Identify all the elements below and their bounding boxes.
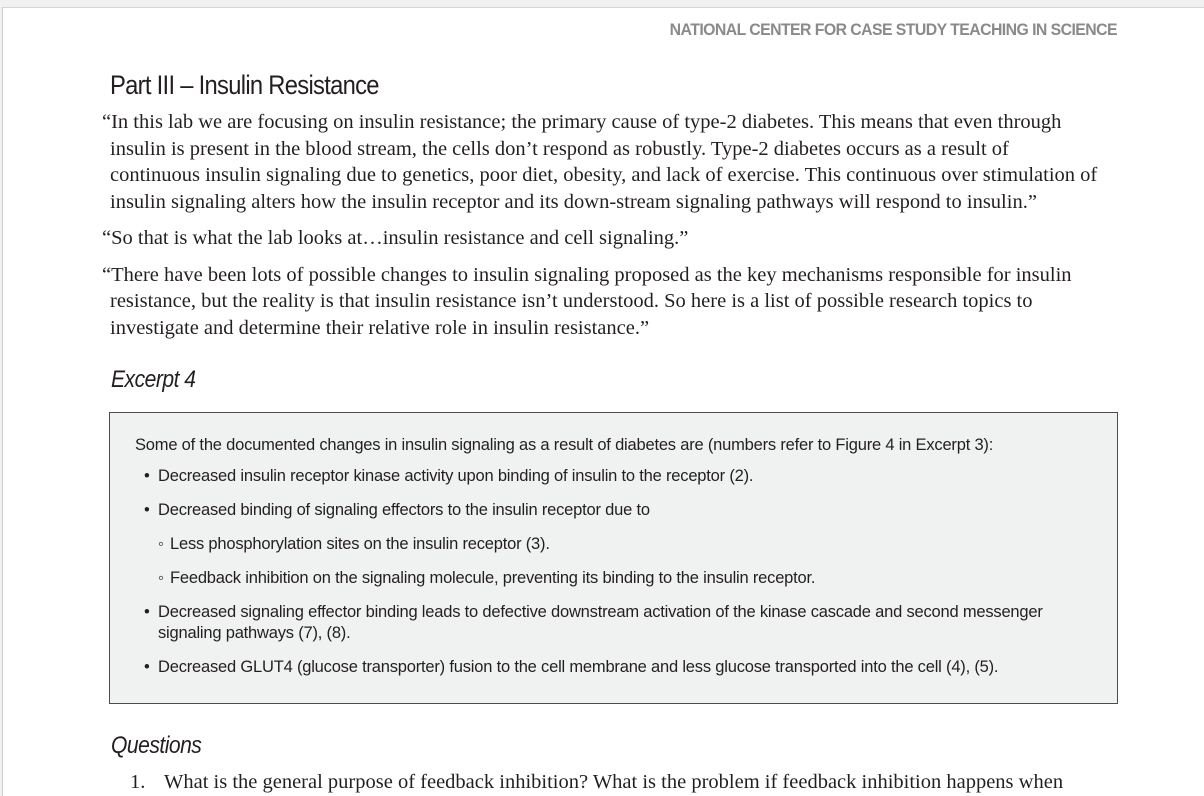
questions-title: Questions (111, 732, 202, 759)
sub-list-item: ◦ Less phosphorylation sites on the insulin receptor (3). (135, 534, 1105, 555)
quote-paragraph: “In this lab we are focusing on insulin resistance; the primary cause of type-2 diabetes. This means that even through insulin is present in the blood stream, the cells don’t respond as robustly. Type-2 diabetes occurs as a result of continuous insulin signaling due to genetics, poor diet, obesity, and lack of exercise. This continuous over stimulation of insulin signaling alters how the insulin receptor and its down-stream signaling pathways will respond to insulin.” (102, 111, 1098, 213)
sub-list-item: ◦ Feedback inhibition on the signaling molecule, preventing its binding to the insulin receptor. (135, 568, 1105, 589)
section-title: Part III – Insulin Resistance (110, 70, 379, 100)
list-item: • Decreased signaling effector binding leads to defective downstream activation of the kinase cascade and second messenger signaling pathways (7), (8). (135, 602, 1105, 644)
quotes-block (102, 109, 1102, 351)
excerpt-box (109, 412, 1118, 704)
quote-paragraph: “There have been lots of possible changes to insulin signaling proposed as the key mechanisms responsible for insulin resistance, but the reality is that insulin resistance isn’t understood. So here is a list of possible research topics to investigate and determine their relative role in insulin resistance.” (102, 263, 1072, 339)
list-item: • Decreased binding of signaling effectors to the insulin receptor due to (135, 500, 1105, 521)
excerpt-title: Excerpt 4 (111, 366, 196, 393)
publisher-header: NATIONAL CENTER FOR CASE STUDY TEACHING IN SCIENCE (669, 20, 1117, 39)
excerpt-intro: Some of the documented changes in insulin signaling as a result of diabetes are (numbers refer to Figure 4 in Excerpt 3): (135, 436, 994, 454)
question-text: What is the general purpose of feedback inhibition? What is the problem if feedback inhibition happens when (164, 771, 1064, 793)
document-page (2, 7, 1204, 796)
question-number: 1. (130, 771, 146, 793)
list-item: • Decreased GLUT4 (glucose transporter) fusion to the cell membrane and less glucose transported into the cell (4), (5). (135, 657, 1105, 678)
list-item: • Decreased insulin receptor kinase activity upon binding of insulin to the receptor (2). (135, 466, 1105, 487)
excerpt-bullet-list (135, 466, 1105, 691)
question-item (130, 769, 1130, 795)
quote-paragraph: “So that is what the lab looks at…insulin resistance and cell signaling.” (102, 227, 689, 249)
